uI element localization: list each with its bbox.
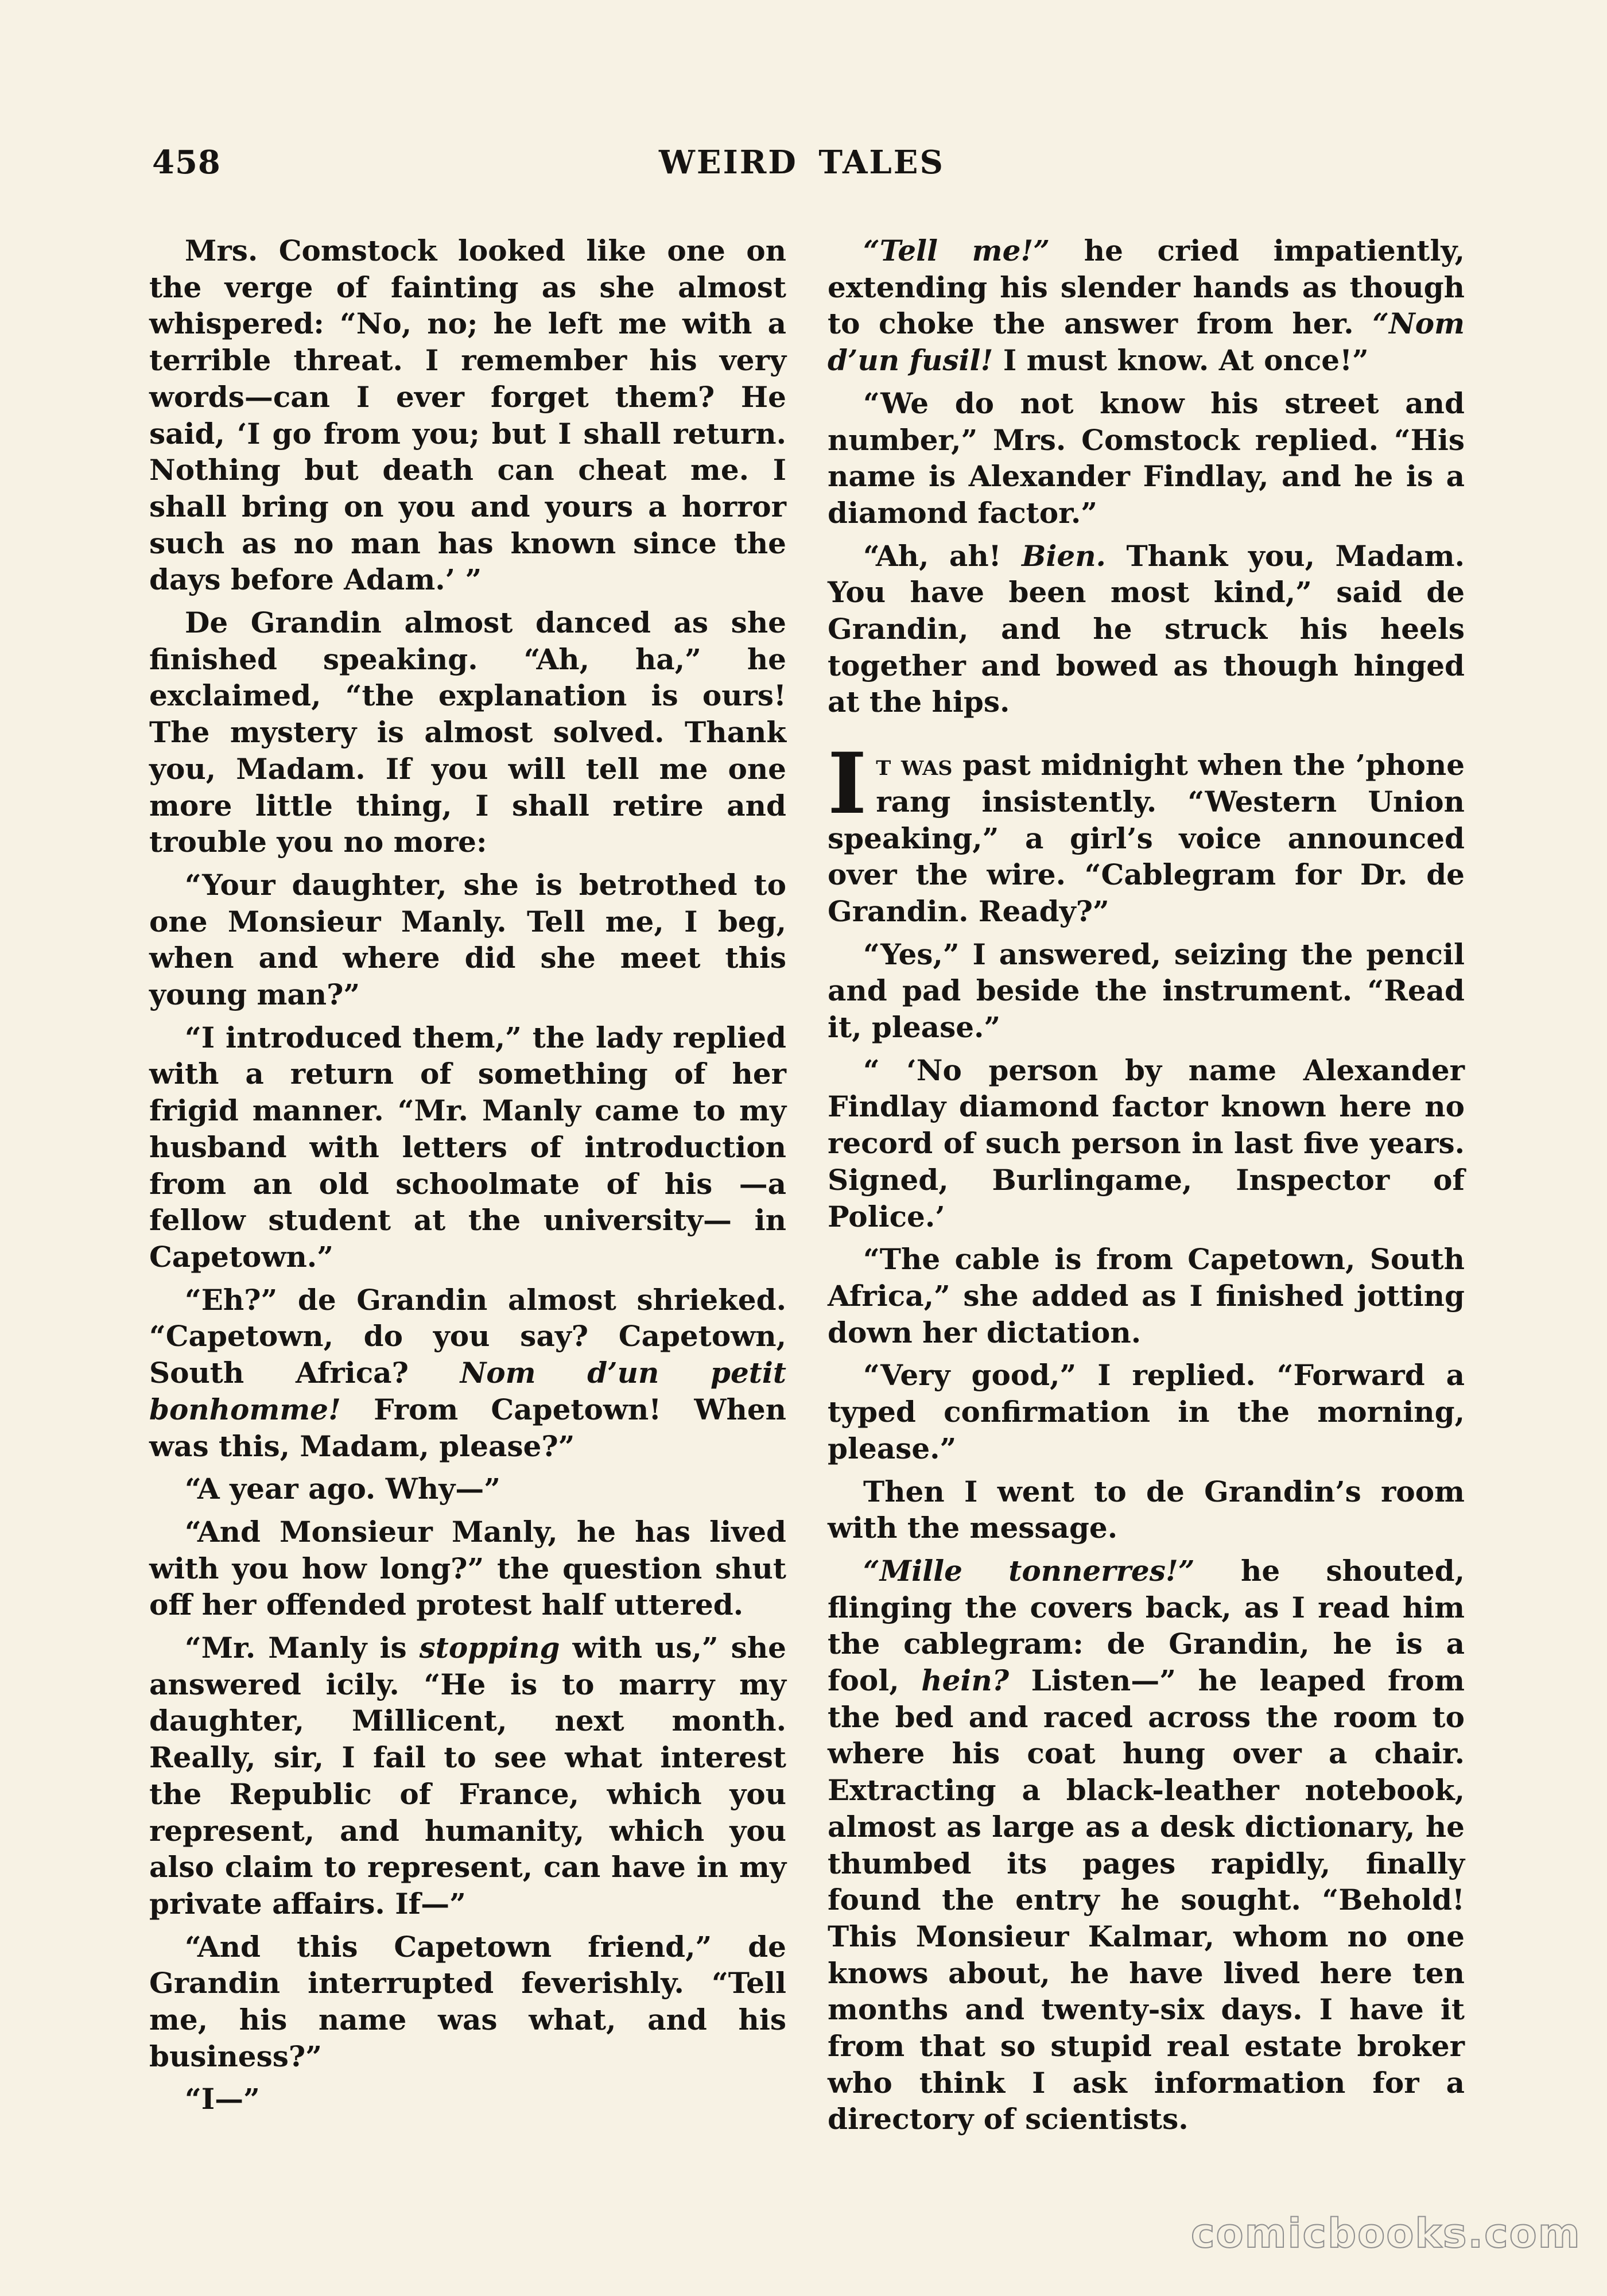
italic-text: “Mille tonnerres!” (863, 1553, 1195, 1588)
paragraph-text: “ ‘No person by name Alexander Findlay diamond factor known here no record of such person in last five years. Signed, Burlingame, Inspector of Police.’ (828, 1053, 1465, 1234)
drop-cap: I (828, 735, 867, 833)
paragraph-text: Thank you, Madam. You have been most kind,” said de Grandin, and he struck his heels together and bowed as though hinged at the hips. (828, 538, 1465, 719)
paragraph-text: Then I went to de Grandin’s room with the message. (828, 1474, 1465, 1545)
paragraph-text: “Ah, ah! (863, 538, 1022, 573)
paragraph-text: he cried impatiently, extending his slender hands as though to choke the answer from her. (828, 234, 1465, 341)
paragraph (828, 1241, 1465, 1351)
running-head: WEIRD TALES (659, 144, 945, 181)
paragraph (149, 2081, 786, 2117)
paragraph-text: past midnight when the ’phone rang insistently. “Western Union speaking,” a girl’s voice announced over the wire. “Cablegram for Dr. de Grandin. Ready?” (828, 748, 1465, 928)
paragraph (828, 1357, 1465, 1467)
paragraph-text: “And this Capetown friend,” de Grandin interrupted feverishly. “Tell me, his name was what, and his business?” (149, 1929, 786, 2073)
paragraph (149, 1019, 786, 1275)
paragraph-text: with us,” she answered icily. “He is to marry my daughter, Millicent, next month. Really, sir, I fail to see what interest the Republic of France, which you represent, and humanity, which you also claim to represent, can have in my private affairs. If—” (149, 1631, 786, 1921)
paragraph (149, 232, 786, 598)
paragraph-text: “And Monsieur Manly, he has lived with you how long?” the question shut off her offended protest half uttered. (149, 1514, 786, 1622)
paragraph (828, 385, 1465, 532)
italic-text: Bien. (1022, 538, 1106, 573)
paragraph (149, 1630, 786, 1922)
paragraph (828, 1052, 1465, 1235)
paragraph-text: “I introduced them,” the lady replied with a return of something of her frigid manner. “Mr. Manly came to my husband with letters of introduction from an old schoolmate of his —a fellow student at the university— in Capetown.” (149, 1020, 786, 1274)
paragraph (828, 1553, 1465, 2138)
paragraph-text: Listen—” he leaped from the bed and raced across the room to where his coat hung over a chair. Extracting a black-leather notebook, almost as large as a desk dictionary, he thumbed its pages rapidly, finally found the entry he sought. “Behold! This Monsieur Kalmar, whom no one knows about, he have lived here ten months and twenty-six days. I have it from that so stupid real estate broker who think I ask information for a directory of scientists. (828, 1663, 1465, 2136)
paragraph (828, 735, 1465, 930)
italic-text: “Nom d’un fusil! (828, 307, 1465, 378)
paragraph-text: “I—” (185, 2082, 260, 2116)
paragraph (149, 604, 786, 860)
paragraph-text: “Mr. Manly is (185, 1631, 420, 1665)
paragraph (149, 1514, 786, 1623)
paragraph-text: “A year ago. Why—” (185, 1472, 501, 1506)
italic-text: “Tell me!” (863, 234, 1050, 267)
paragraph-text: “The cable is from Capetown, South Africa,” she added as I finished jotting down her dictation. (828, 1242, 1465, 1349)
page-number: 458 (152, 144, 221, 181)
italic-text: Nom d’un petit bonhomme! (149, 1356, 786, 1426)
paragraph (149, 1282, 786, 1465)
paragraph-text: “Yes,” I answered, seizing the pencil and pad beside the instrument. “Read it, please.” (828, 937, 1465, 1045)
paragraph-text: “We do not know his street and number,” Mrs. Comstock replied. “His name is Alexander Findlay, and he is a diamond factor.” (828, 386, 1465, 530)
paragraph (149, 1929, 786, 2075)
paragraph-text: From Capetown! When was this, Madam, please?” (149, 1392, 786, 1463)
left-column (149, 232, 786, 2124)
paragraph (828, 1473, 1465, 1546)
italic-text: stopping (419, 1631, 560, 1665)
paragraph-text: “Eh?” de Grandin almost shrieked. “Capetown, do you say? Capetown, South Africa? (149, 1282, 786, 1390)
paragraph-text: I must know. At once!” (993, 343, 1369, 378)
small-caps-text: t was (876, 748, 953, 782)
paragraph-text: “Very good,” I replied. “Forward a typed confirmation in the morning, please.” (828, 1358, 1465, 1465)
paragraph-text: “Your daughter, she is betrothed to one Monsieur Manly. Tell me, I beg, when and where did she meet this young man?” (149, 867, 786, 1012)
right-column (828, 232, 1465, 2144)
paragraph-text: De Grandin almost danced as she finished speaking. “Ah, ha,” he exclaimed, “the explanation is ours! The mystery is almost solved. Thank you, Madam. If you will tell me one more little thing, I shall retire and trouble you no more: (149, 606, 786, 859)
paragraph (149, 1471, 786, 1507)
paragraph (828, 936, 1465, 1046)
paragraph (828, 538, 1465, 721)
watermark-logo: comicbooks.com (1191, 2210, 1581, 2257)
paragraph (149, 867, 786, 1013)
italic-text: hein? (921, 1663, 1010, 1698)
paragraph-text: Mrs. Comstock looked like one on the verge of fainting as she almost whispered: “No, no; he left me with a terrible threat. I remember his very words—can I ever forget them? He said, ‘I go from you; but I shall return. Nothing but death can cheat me. I shall bring on you and yours a horror such as no man has known since the days before Adam.’ ” (149, 234, 786, 597)
paragraph (828, 232, 1465, 379)
paragraph-text: he shouted, flinging the covers back, as I read him the cablegram: de Grandin, he is a fool, (828, 1553, 1465, 1698)
